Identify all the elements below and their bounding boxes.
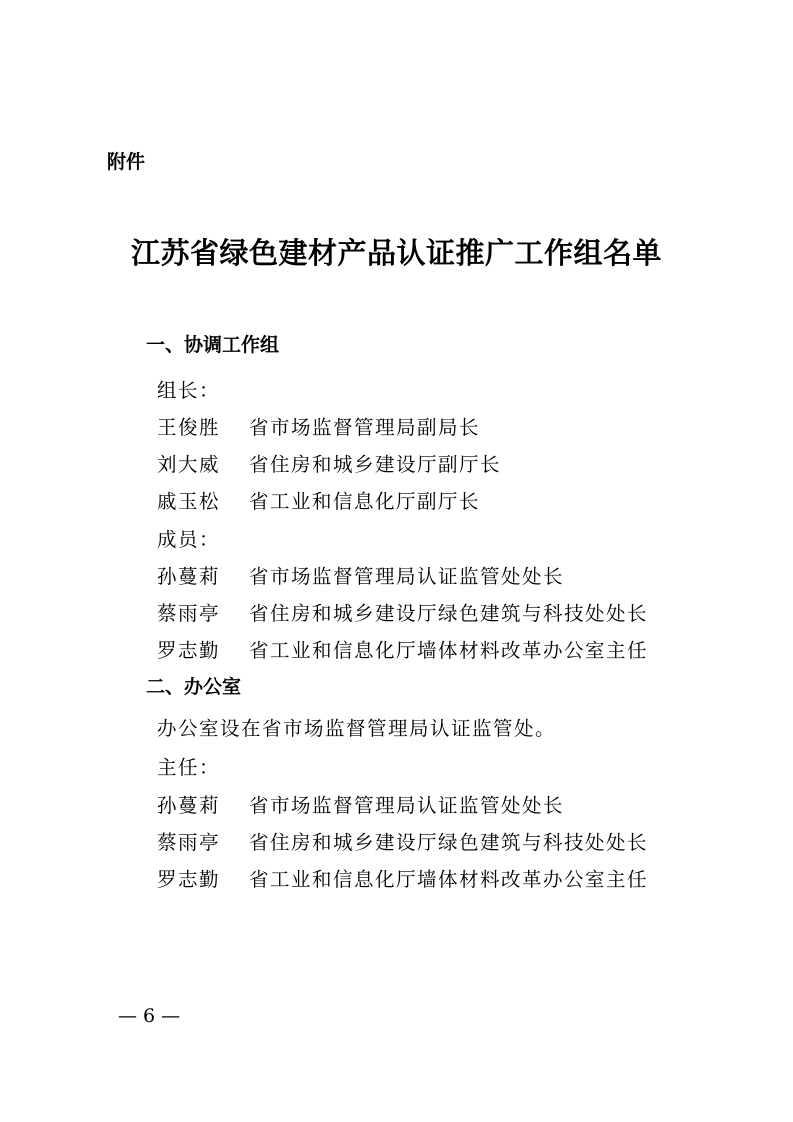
- member-name: 孙蔓莉: [157, 565, 221, 588]
- attachment-label: 附件: [107, 151, 146, 173]
- director-role: 省住房和城乡建设厅绿色建筑与科技处处长: [249, 831, 649, 854]
- director-name: 孙蔓莉: [157, 794, 221, 817]
- member-role: 省工业和信息化厅墙体材料改革办公室主任: [249, 639, 649, 662]
- member-name: 蔡雨亭: [157, 602, 221, 625]
- leader-role: 省工业和信息化厅副厅长: [249, 490, 481, 513]
- section-heading-coordination-group: 一、协调工作组: [146, 334, 280, 356]
- member-label: 成员：: [157, 528, 221, 551]
- leader-role: 省市场监督管理局副局长: [249, 416, 481, 439]
- member-role: 省住房和城乡建设厅绿色建筑与科技处处长: [249, 602, 649, 625]
- director-name: 蔡雨亭: [157, 831, 221, 854]
- leader-name: 刘大威: [157, 453, 221, 476]
- member-name: 罗志勤: [157, 639, 221, 662]
- leader-name: 王俊胜: [157, 416, 221, 439]
- director-name: 罗志勤: [157, 868, 221, 891]
- leader-role: 省住房和城乡建设厅副厅长: [249, 453, 502, 476]
- leader-label: 组长：: [157, 379, 221, 402]
- leader-name: 戚玉松: [157, 490, 221, 513]
- page-number: — 6 —: [118, 1005, 181, 1027]
- document-title: 江苏省绿色建材产品认证推广工作组名单: [130, 236, 662, 270]
- director-role: 省工业和信息化厅墙体材料改革办公室主任: [249, 868, 649, 891]
- office-description: 办公室设在省市场监督管理局认证监管处。: [157, 717, 557, 740]
- section-heading-office: 二、办公室: [146, 676, 242, 698]
- member-role: 省市场监督管理局认证监管处处长: [249, 565, 565, 588]
- director-label: 主任：: [157, 756, 221, 779]
- director-role: 省市场监督管理局认证监管处处长: [249, 794, 565, 817]
